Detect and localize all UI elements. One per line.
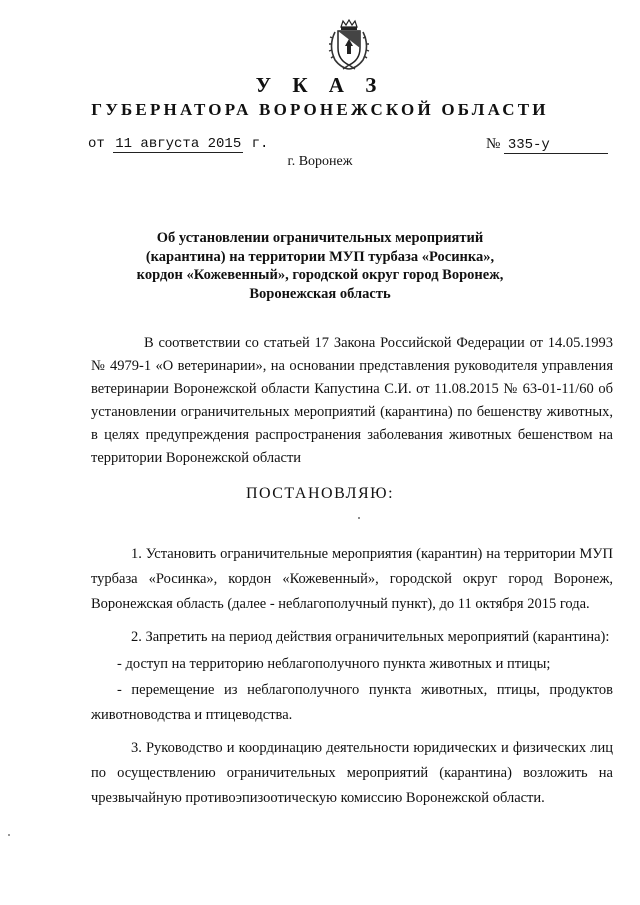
document-number: [486, 136, 608, 154]
document-title: У К А З: [255, 73, 385, 97]
decree-item-2: 2. Запретить на период действия ограничительных мероприятий (карантина):: [131, 629, 610, 645]
document-issuer: ГУБЕРНАТОРА ВОРОНЕЖСКОЙ ОБЛАСТИ: [91, 100, 549, 119]
decree-heading: ПОСТАНОВЛЯЮ:: [245, 485, 395, 502]
preamble: [91, 332, 613, 470]
document-subject: [120, 229, 520, 303]
decree-item-1: 1. Установить ограничительные мероприятия (карантин) на территории МУП турбаза «Росинка», кордон «Кожевенный», городской округ город Воронеж, Воронежская область (далее - неблагополучный пункт), до 11 октября 2015 года.: [91, 546, 613, 612]
document-city: г. Воронеж: [287, 154, 353, 169]
number-value: 335-у: [504, 137, 608, 154]
date-suffix: г.: [251, 136, 269, 152]
subject-line-4: Воронежская область: [249, 285, 391, 302]
preamble-text: В соответствии со статьей 17 Закона Российской Федерации от 14.05.1993 № 4979-1 «О ветеринарии», на основании представления руководителя управления ветеринарии Воронежской области Капустина С.И. от 11.08.2015 № 63-01-11/60 об установлении ограничительных мероприятий (карантина) по бешенству животных, в целях предупреждения распространения заболевания животных бешенством на территории Воронежской области: [91, 335, 613, 466]
subject-line-3: кордон «Кожевенный», городской округ город Воронеж,: [136, 267, 504, 283]
number-sign: №: [486, 136, 501, 152]
voronezh-coat-of-arms-icon: [325, 18, 373, 72]
decree-item-3: 3. Руководство и координацию деятельности юридических и физических лиц по осуществлению ограничительных мероприятий (карантина) возложить на чрезвычайную противоэпизоотическую комиссию Воронежской области.: [91, 740, 613, 806]
subject-line-2: (карантина) на территории МУП турбаза «Росинка»,: [145, 248, 495, 265]
subject-line-1: Об установлении ограничительных мероприятий: [156, 230, 484, 246]
date-prefix: от: [88, 136, 105, 152]
decree-body: [91, 542, 613, 811]
date-value: 11 августа 2015: [115, 136, 242, 152]
decree-item-2-sub-2: - перемещение из неблагополучного пункта животных, птицы, продуктов животноводства и птицеводства.: [91, 682, 613, 723]
decree-item-2-sub-1: - доступ на территорию неблагополучного пункта животных и птицы;: [117, 656, 551, 672]
document-date: [88, 136, 268, 153]
scan-speck: [358, 517, 360, 519]
scan-speck: [8, 834, 10, 836]
